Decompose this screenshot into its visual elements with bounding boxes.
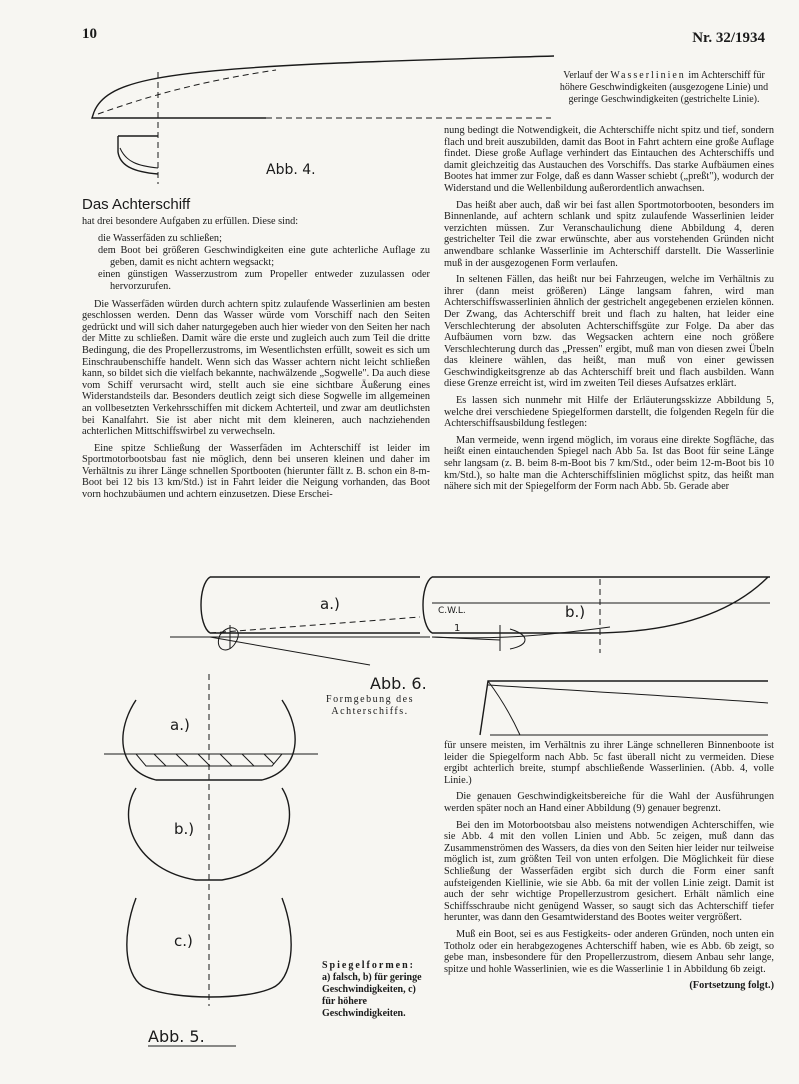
- task-item-1: die Wasserfäden zu schließen;: [98, 232, 222, 244]
- fig6-label-b: b.): [565, 603, 586, 621]
- fig4-caption-lead: Verlauf der: [563, 70, 608, 81]
- fig6-caption: Abb. 6.: [370, 674, 427, 693]
- right-paragraph-5: Man vermeide, wenn irgend möglich, im voraus eine direkte Sogfläche, das heißt einen eintauchenden Spiegel nach Abb 5a. Ist das Boot für seine Länge sehr langsam (z. B. beim 8-m-Boot bis 7 km/Std., oder beim 12-m-Boot bis 10 km/Std.), so halte man die Achterschiffslinien möglichst spitz, das heißt man nähere sich mit der Spiegelform der Form nach Abb. 5b. Gerade aber: [444, 434, 774, 493]
- fig4-caption-rest: im Achterschiff für höhere Geschwindigkeiten (ausgezogene Linie) und geringe Geschwindigkeiten (gestrichelte Linie).: [559, 70, 769, 105]
- issue-number: Nr. 32/1934: [692, 30, 765, 46]
- page-number: 10: [82, 26, 97, 42]
- lower-paragraph-4: Muß ein Boot, sei es aus Festigkeits- oder anderen Gründen, noch unten ein Totholz oder ein herabgezogenes Achterschiff haben, wie es Abb. 6b zeigt, so gebe man, insbesondere für den Propellerzustrom, diesem Anbau sehr lange, spitze und hohle Wasserlinien, wie es die Wasserlinie 1 in Abbildung 6b zeigt.: [444, 928, 774, 975]
- fig5-label-c: c.): [174, 932, 193, 950]
- fig5-caption: Abb. 5.: [148, 1027, 205, 1046]
- left-column: [82, 216, 430, 506]
- fig5-label-a: a.): [170, 716, 190, 734]
- right-column: [444, 125, 774, 498]
- fig5-desc-title: Spiegelformen:: [322, 960, 415, 971]
- fig6-description: Formgebung des Achterschiffs.: [326, 694, 414, 717]
- fig4-label: Abb. 4.: [266, 162, 316, 178]
- continued-note: (Fortsetzung folgt.): [689, 980, 774, 992]
- fig6-label-a: a.): [320, 595, 340, 613]
- lower-paragraph-1: für unsere meisten, im Verhältnis zu ihrer Länge schnelleren Binnenboote ist leider die Spiegelform nach Abb. 5c fast überall nicht zu vermeiden. Diese ergibt achterlich breite, stumpf abschließende Wasserlinien. (Abb. 4, volle Linie.): [444, 740, 774, 786]
- fig6-label-cwl: C.W.L.: [438, 606, 466, 616]
- intro-paragraph: hat drei besondere Aufgaben zu erfüllen. Diese sind:: [82, 216, 299, 227]
- fig5-description: [322, 960, 422, 1020]
- fig4-caption-spaced: Wasserlinien: [610, 70, 686, 81]
- right-column-lower: [444, 740, 774, 992]
- fig4-caption: [556, 70, 772, 106]
- task-item-3: einen günstigen Wasserzustrom zum Propeller entweder zuzulassen oder hervorzurufen.: [98, 269, 430, 292]
- right-paragraph-4: Es lassen sich nunmehr mit Hilfe der Erläuterungsskizze Abbildung 5, welche drei verschiedene Spiegelformen darstellt, die folgenden Regeln für die Achterschiffsausbildung festlegen:: [444, 395, 774, 430]
- fig6-label-one: 1: [454, 623, 461, 634]
- fig5-drawing: [96, 670, 326, 1050]
- right-paragraph-1: nung bedingt die Notwendigkeit, die Achterschiffe nicht spitz und tief, sondern flach und breit auszubilden, damit das Boot in Fahrt achtern eine große Auflage findet. Diese große Auflage verhindert das Eintauchen des Achterschiffs und damit gleichzeitig das Austauchen des Vorschiffs. Das starke Aufbäumen eines Bootes hat immer zur Folge, daß es dann Wasser schiebt („preßt"), wodurch der Widerstand und die Wellenbildung außerordentlich anwachsen.: [444, 125, 774, 194]
- lower-paragraph-3: Bei den im Motorbootsbau also meistens notwendigen Achterschiffen, wie sie Abb. 4 mit den vollen Linien und Abb. 5c zeigen, muß dann das Zusammenströmen des Wassers, da dies von den Seiten hier leider nur teilweise möglich ist, zum größten Teil von unten erfolgen. Die Möglichkeit für diese Schließung der Wasserfäden ergibt sich durch die Form einer sanft aufsteigenden Kiellinie, wie sie Abb. 6a mit der vollen Linie zeigt. Damit ist auch der sehr wichtige Propellerzustrom gesichert. Erhält nämlich eine Schiffsschraube nicht genügend Wasser, so saugt sich das Achterschiff tiefer herunter, was dann den Gesamtwiderstand des Bootes weiter vergrößert.: [444, 819, 774, 924]
- fig5-label-b: b.): [174, 820, 195, 838]
- lower-paragraph-2: Die genauen Geschwindigkeitsbereiche für die Wahl der Ausführungen werden später noch an Hand einer Abbildung (9) genauer begrenzt.: [444, 791, 774, 814]
- left-paragraph-2: Eine spitze Schließung der Wasserfäden im Achterschiff ist leider im Sportmotorbootsbau fast nie möglich, denn bei unseren kleinen und daher im Verhältnis zu ihrer Länge schnellen Sportbooten (hierunter fällt z. B. schon ein 8-m-Boot bei 12 bis 13 km/Std.) ist in Fahrt leider die Neigung vorhanden, das Boot vorn hochzubäumen und achtern einzusetzen. Diese Erschei-: [82, 442, 430, 501]
- left-paragraph-1: Die Wasserfäden würden durch achtern spitz zulaufende Wasserlinien am besten geschlossen werden. Denn das Wasser würde vom Vorschiff nach den Seiten gedrückt und will sich daher naturgegeben auch hier wieder von den Seiten her nach der Mitte zu schließen. Damit wäre die erste und zugleich auch zum Teil die dritte Bedingung, die des Propellerzustroms, im Wesentlichsten erfüllt, soweit es sich um Einschraubenschiffe handelt. Wenn sich das Wasser achtern nicht leicht schließen kann, so bildet sich die vielfach bekannte, nachwälzende „Sogwelle". Da auch diese vom Schiff verursacht wird, stellt auch sie eine sichtbare Äußerung eines Widerstandsteils dar. Besonders deutlich zeigt sich diese Sogwelle im allgemeinen an vollbesetzten Verkehrsschiffen mit dickem Achterteil, und zwar am deutlichsten bei Kanalfahrt. Sie ist aber nicht mit dem kleineren, auch nachziehenden achterlichen Mittschiffswirbel zu verwechseln.: [82, 298, 430, 438]
- section-title: Das Achterschiff: [82, 196, 191, 213]
- right-paragraph-2: Das heißt aber auch, daß wir bei fast allen Sportmotorbooten, besonders im Binnenlande, auf achtern schlank und spitz zulaufende Wasserlinien leider verzichten müssen. Zur Veranschaulichung diene Abbildung 4, deren gestrichelter Teil die zwar erwünschte, aber aus vorstehenden Gründen nicht anwendbare schlanke Wasserlinie im Achterschiff darstellt. Die Wasserlinie muß in der ausgezogenen Form verlaufen.: [444, 199, 774, 269]
- fig5-desc-body: a) falsch, b) für geringe Geschwindigkeiten, c) für höhere Geschwindigkeiten.: [322, 972, 422, 1019]
- task-item-2: dem Boot bei größeren Geschwindigkeiten eine gute achterliche Auflage zu geben, damit es nicht achtern wegsackt;: [98, 245, 430, 268]
- right-paragraph-3: In seltenen Fällen, das heißt nur bei Fahrzeugen, welche im Verhältnis zu ihrer (dann meist größeren) Länge langsam fahren, wird man Achterschiffswasserlinien ähnlich der gestrichelt angegebenen erzielen können. Der Zwang, das Achterschiff breit und flach zu halten, hat leider eine Verschlechterung der absoluten Achterschiffsgüte zur Folge. Da aber das Aufbäumen vorn bzw. das Wegsacken achtern eine noch größere Verschlechterung durch das „Pressen" ergibt, muß man von diesen zwei Übeln das kleinere wählen, das heißt, man muß von einer gewissen Geschwindigkeitsgrenze ab das Achterschiff breit und flach ausbilden. Wann diese Grenze erreicht ist, wird im zweiten Teil dieses Aufsatzes erklärt.: [444, 274, 774, 390]
